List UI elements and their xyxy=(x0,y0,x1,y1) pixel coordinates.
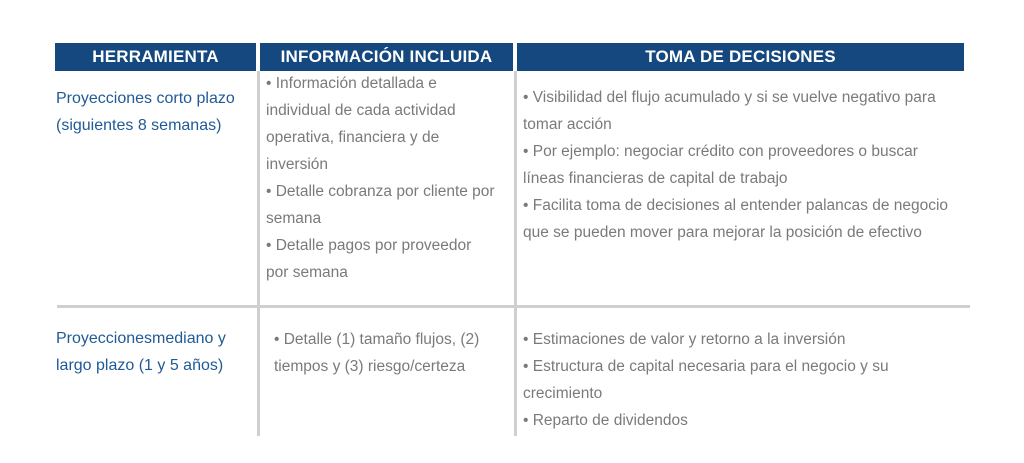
header-toma-de-decisiones xyxy=(517,43,964,71)
row-2-tool xyxy=(56,325,226,379)
row-1-decisions-line: que se pueden mover para mejorar la posición de efectivo xyxy=(523,224,922,241)
row-1-info-line: operativa, financiera y de xyxy=(266,129,440,146)
row-divider xyxy=(57,305,970,308)
row-1-tool-line: Proyecciones corto plazo xyxy=(56,90,235,107)
row-1-decisions-line: • Facilita toma de decisiones al entender palancas de negocio xyxy=(523,197,949,214)
row-2-decisions-line: • Estimaciones de valor y retorno a la inversión xyxy=(523,331,846,348)
header-herramienta xyxy=(55,43,256,71)
row-1-decisions-line: • Visibilidad del flujo acumulado y si se vuelve negativo para xyxy=(523,89,936,106)
row-1-info-line: • Información detallada e xyxy=(266,75,437,92)
row-1-decisions-line: tomar acción xyxy=(523,116,612,133)
row-2-info-line: tiempos y (3) riesgo/certeza xyxy=(274,358,466,375)
row-2-decisions-line: • Estructura de capital necesaria para el negocio y su xyxy=(523,358,889,375)
header-informacion-label: INFORMACIÓN INCLUIDA xyxy=(280,47,493,66)
row-1-info-line: • Detalle pagos por proveedor xyxy=(266,237,472,254)
row-2-tool-line: largo plazo (1 y 5 años) xyxy=(56,357,224,374)
row-1-info-line: por semana xyxy=(266,264,348,281)
row-1-info xyxy=(266,70,495,286)
column-divider-2 xyxy=(514,71,517,436)
row-2-tool-line: Proyeccionesmediano y xyxy=(56,330,226,347)
column-divider-1 xyxy=(257,71,260,436)
row-2-info-line: • Detalle (1) tamaño flujos, (2) xyxy=(274,331,480,348)
row-1-decisions-line: líneas financieras de capital de trabajo xyxy=(523,170,788,187)
row-1-decisions xyxy=(523,84,948,246)
row-1-info-line: • Detalle cobranza por cliente por xyxy=(266,183,495,200)
row-2-info xyxy=(274,326,479,380)
row-1-decisions-line: • Por ejemplo: negociar crédito con proveedores o buscar xyxy=(523,143,918,160)
row-2-decisions xyxy=(523,326,889,434)
header-informacion-incluida xyxy=(260,43,513,71)
row-1-info-line: semana xyxy=(266,210,322,227)
row-1-info-line: inversión xyxy=(266,156,329,173)
row-2-decisions-line: • Reparto de dividendos xyxy=(523,412,688,429)
header-herramienta-label: HERRAMIENTA xyxy=(92,47,219,66)
row-1-info-line: individual de cada actividad xyxy=(266,102,456,119)
row-2-decisions-line: crecimiento xyxy=(523,385,603,402)
header-decisiones-label: TOMA DE DECISIONES xyxy=(645,47,836,66)
row-1-tool xyxy=(56,85,235,139)
row-1-tool-line: (siguientes 8 semanas) xyxy=(56,117,222,134)
